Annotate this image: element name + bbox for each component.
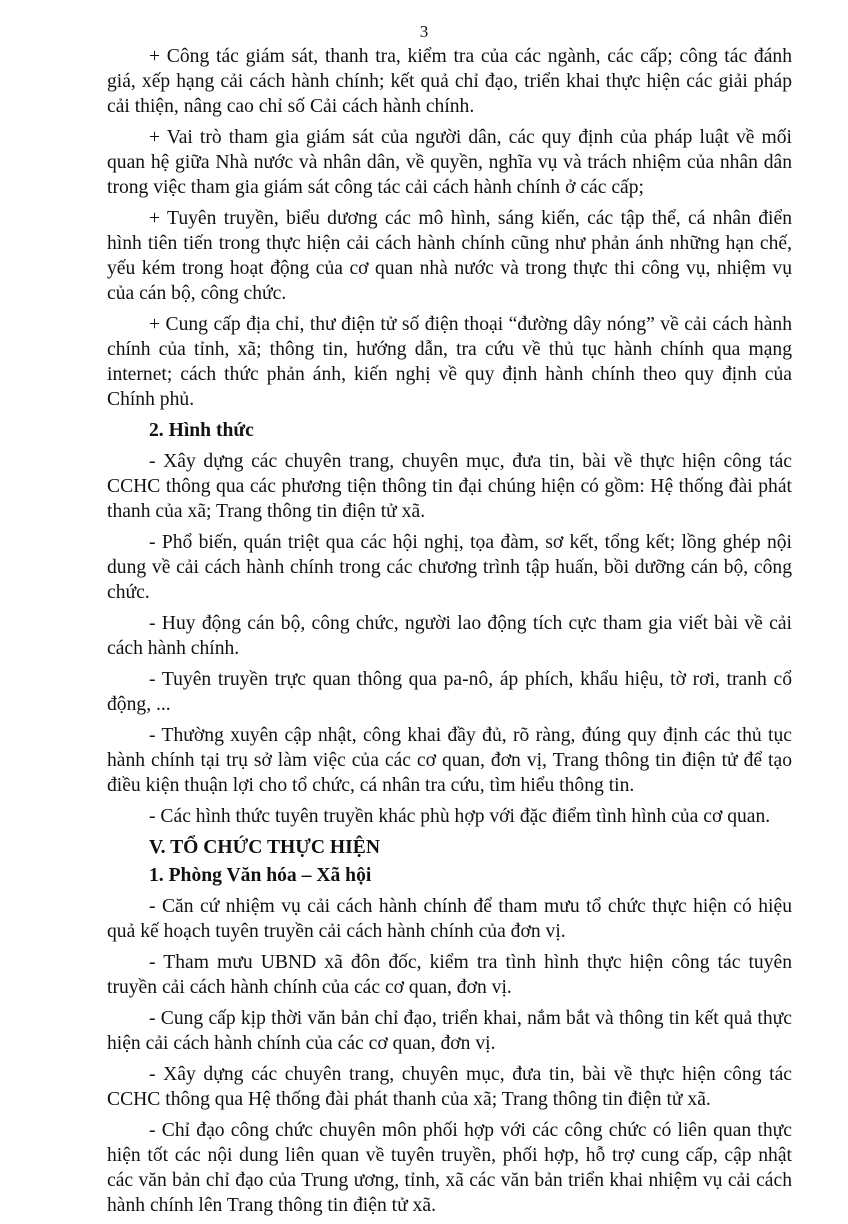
paragraph: - Các hình thức tuyên truyền khác phù hợp với đặc điểm tình hình của cơ quan. — [149, 806, 771, 827]
paragraph: - Phổ biến, quán triệt qua các hội nghị, tọa đàm, sơ kết, tổng kết; lồng ghép nội dung về cải cách hành chính trong các chương trình tập huấn, bồi dưỡng cán bộ, công chức. — [107, 532, 792, 603]
section-heading: V. TỔ CHỨC THỰC HIỆN — [149, 837, 380, 858]
page-number: 3 — [419, 22, 429, 41]
paragraph: - Xây dựng các chuyên trang, chuyên mục, đưa tin, bài về thực hiện công tác CCHC thông qua Hệ thống đài phát thanh của xã; Trang thông tin điện tử xã. — [107, 1064, 792, 1110]
paragraph: - Huy động cán bộ, công chức, người lao động tích cực tham gia viết bài về cải cách hành chính. — [107, 613, 792, 659]
paragraph: + Cung cấp địa chỉ, thư điện tử số điện thoại “đường dây nóng” về cải cách hành chính của tỉnh, xã; thông tin, hướng dẫn, tra cứu về thủ tục hành chính qua mạng internet; cách thức phản ánh, kiến nghị về quy định hành chính theo quy định của Chính phủ. — [107, 314, 792, 410]
section-heading: 2. Hình thức — [149, 420, 254, 441]
subsection-heading: 1. Phòng Văn hóa – Xã hội — [149, 865, 372, 886]
paragraph: - Tuyên truyền trực quan thông qua pa-nô, áp phích, khẩu hiệu, tờ rơi, tranh cổ động, ... — [107, 669, 792, 715]
document-body — [107, 44, 792, 1224]
paragraph: - Căn cứ nhiệm vụ cải cách hành chính để tham mưu tổ chức thực hiện có hiệu quả kế hoạch tuyên truyền cải cách hành chính của đơn vị. — [107, 896, 792, 942]
paragraph: + Tuyên truyền, biểu dương các mô hình, sáng kiến, các tập thể, cá nhân điển hình tiên tiến trong thực hiện cải cách hành chính cũng như phản ánh những hạn chế, yếu kém trong hoạt động của cơ quan nhà nước và trong thực thi công vụ, nhiệm vụ của cán bộ, công chức. — [107, 208, 792, 304]
paragraph: - Xây dựng các chuyên trang, chuyên mục, đưa tin, bài về thực hiện công tác CCHC thông qua các phương tiện thông tin đại chúng hiện có gồm: Hệ thống đài phát thanh của xã; Trang thông tin điện tử xã. — [107, 451, 792, 522]
paragraph: + Vai trò tham gia giám sát của người dân, các quy định của pháp luật về mối quan hệ giữa Nhà nước và nhân dân, về quyền, nghĩa vụ và trách nhiệm của nhân dân trong việc tham gia giám sát công tác cải cách hành chính ở các cấp; — [107, 127, 792, 198]
paragraph: - Thường xuyên cập nhật, công khai đầy đủ, rõ ràng, đúng quy định các thủ tục hành chính tại trụ sở làm việc của các cơ quan, đơn vị, Trang thông tin điện tử để tạo điều kiện thuận lợi cho tổ chức, cá nhân tra cứu, tìm hiểu thông tin. — [107, 725, 792, 796]
paragraph: - Chỉ đạo công chức chuyên môn phối hợp với các công chức có liên quan thực hiện tốt các nội dung liên quan về tuyên truyền, phối hợp, hỗ trợ cung cấp, cập nhật các văn bản chỉ đạo của Trung ương, tỉnh, xã các văn bản triển khai nhiệm vụ cải cách hành chính lên Trang thông tin điện tử xã. — [107, 1120, 792, 1216]
paragraph: - Tham mưu UBND xã đôn đốc, kiểm tra tình hình thực hiện công tác tuyên truyền cải cách hành chính của các cơ quan, đơn vị. — [107, 952, 792, 998]
paragraph: + Công tác giám sát, thanh tra, kiểm tra của các ngành, các cấp; công tác đánh giá, xếp hạng cải cách hành chính; kết quả chỉ đạo, triển khai thực hiện các giải pháp cải thiện, nâng cao chỉ số Cải cách hành chính. — [107, 46, 792, 117]
paragraph: - Cung cấp kịp thời văn bản chỉ đạo, triển khai, nắm bắt và thông tin kết quả thực hiện cải cách hành chính của các cơ quan, đơn vị. — [107, 1008, 792, 1054]
